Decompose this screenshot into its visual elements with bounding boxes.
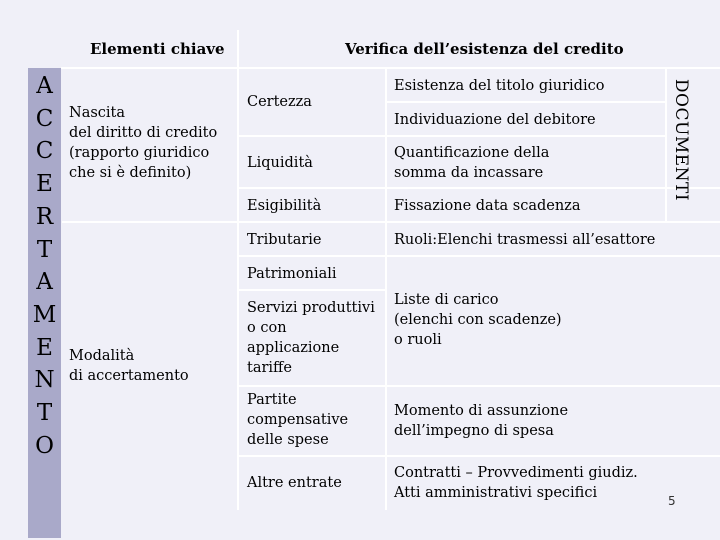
check-due-date: Esigibilità: [247, 198, 322, 214]
check-tax: Tributarie: [247, 232, 322, 248]
key-element-assessment-method: Modalità di accertamento: [69, 348, 189, 384]
vertical-title-letter: A: [36, 73, 53, 99]
doc-amount-quantification: Quantificazione della somma da incassare: [394, 145, 550, 181]
check-certainty: Certezza: [247, 94, 312, 110]
vertical-title-letter: C: [35, 138, 54, 165]
documents-side-label-text: DOCUMENTI: [671, 78, 691, 202]
doc-debtor-identification: Individuazione del debitore: [394, 112, 596, 128]
check-offset-items: Partite compensative delle spese: [247, 392, 349, 448]
key-element-credit-origin: Nascita del diritto di credito (rapporto giuridico che si è definito): [69, 105, 218, 181]
doc-due-date: Fissazione data scadenza: [394, 198, 581, 214]
vertical-title-letter: A: [36, 269, 53, 296]
vertical-title-letter: E: [36, 171, 53, 198]
page-number: 5: [668, 494, 676, 508]
vertical-title-letter: T: [36, 236, 53, 263]
vertical-title-letter: C: [35, 105, 54, 132]
doc-expense-commitment: Momento di assunzione dell’impegno di spesa: [394, 403, 569, 439]
check-liquidity: Liquidità: [247, 155, 313, 171]
header-credit-verification: Verifica dell’esistenza del credito: [345, 40, 624, 58]
header-key-elements: Elementi chiave: [90, 40, 225, 58]
vertical-title-letter: M: [32, 301, 57, 328]
doc-contracts: Contratti – Provvedimenti giudiz. Atti amministrativi specifici: [394, 465, 638, 501]
vertical-title-letter: E: [36, 334, 53, 361]
vertical-title: [28, 70, 61, 462]
doc-tax-rolls: Ruoli:Elenchi trasmessi all’esattore: [394, 232, 656, 248]
documents-side-label: [666, 64, 696, 216]
vertical-title-letter: N: [34, 367, 55, 394]
vertical-title-letter: R: [35, 203, 54, 230]
vertical-title-letter: T: [36, 400, 53, 427]
doc-legal-title: Esistenza del titolo giuridico: [394, 78, 605, 94]
doc-load-lists: Liste di carico (elenchi con scadenze) o ruoli: [394, 292, 562, 348]
check-productive-services: Servizi produttivi o con applicazione tariffe: [247, 300, 375, 376]
vertical-title-letter: O: [35, 432, 54, 459]
check-patrimonial: Patrimoniali: [247, 266, 337, 282]
check-other-revenues: Altre entrate: [247, 475, 342, 491]
